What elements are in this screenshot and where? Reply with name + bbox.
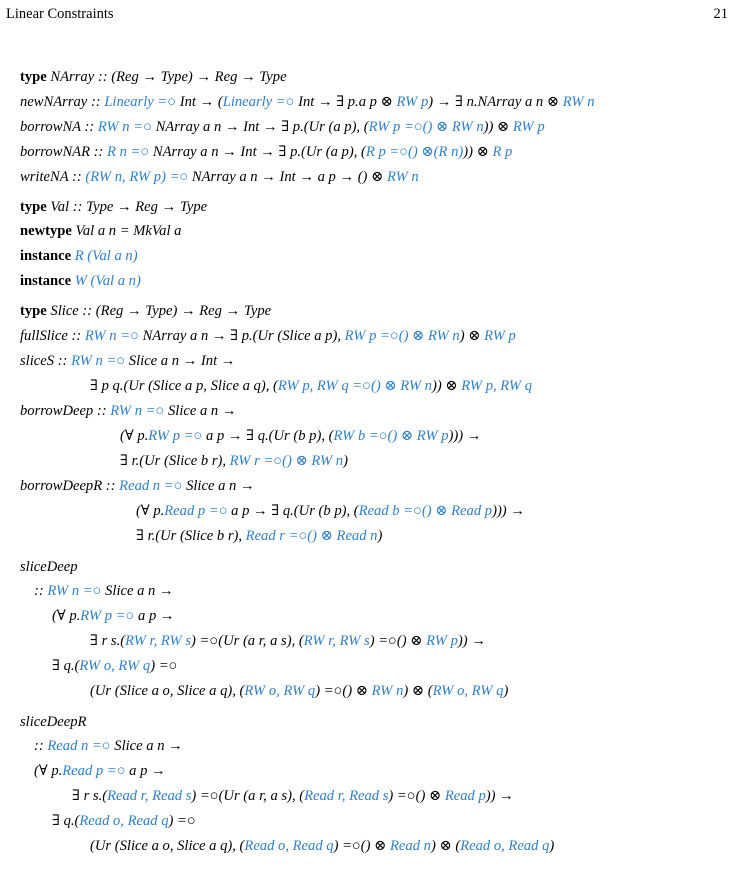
code-line-sig-borrowdeepr-arg <box>136 502 525 520</box>
constraint-text: RW r, RW s <box>125 633 192 649</box>
code-text: a p → <box>134 608 175 624</box>
constraint-text: RW b =○() ⊗ RW p <box>333 428 449 444</box>
code-text: Val :: Type → Reg → Type <box>46 199 208 215</box>
keyword: type <box>20 199 47 215</box>
constraint-text: Read p =○ <box>164 503 228 519</box>
code-text: Slice a n → <box>164 403 237 419</box>
constraint-text: RW p <box>484 328 516 344</box>
code-line-sig-slicedeep-arg <box>52 607 174 625</box>
constraint-text: RW n =○ <box>71 353 126 369</box>
constraint-text: RW p =○ <box>148 428 203 444</box>
constraint-text: Read r, Read s <box>304 788 389 804</box>
code-line-instance-r-val <box>20 247 138 265</box>
code-text: (∀ p. <box>120 428 149 444</box>
code-line-sig-borrowdeepr-result <box>136 527 382 545</box>
code-line-sig-slicedeepr-result <box>52 812 196 830</box>
code-line-sig-slicedeepr-arg-body <box>72 787 514 805</box>
code-line-sig-borrownar <box>20 143 512 161</box>
code-line-sig-slicedeepr-head <box>34 737 183 755</box>
code-text: ) <box>503 683 509 699</box>
running-header-title: Linear Constraints <box>6 6 114 22</box>
constraint-text: Read n =○ <box>47 738 111 754</box>
keyword: instance <box>20 248 72 264</box>
code-text: ) =○() ⊗ <box>315 683 372 699</box>
page-number: 21 <box>713 6 728 22</box>
code-text: )) ⊗ <box>463 144 493 160</box>
constraint-text: Read o, Read q <box>460 838 550 854</box>
code-text: sliceDeepR <box>20 714 87 730</box>
code-text: ) ⊗ ( <box>403 683 433 699</box>
constraint-text: RW p <box>512 119 545 135</box>
code-text: newNArray :: <box>20 94 105 110</box>
code-text: a p → ∃ q.(Ur (b p), ( <box>202 428 334 444</box>
code-text: NArray a n → Int → ∃ p.(Ur (a p), ( <box>149 144 366 160</box>
code-line-name-slicedeepr <box>20 713 86 731</box>
constraint-text: R (Val a n) <box>74 248 138 264</box>
constraint-text: (RW n, RW p) =○ <box>85 169 189 185</box>
constraint-text: R p =○() ⊗(R n) <box>365 144 464 160</box>
code-text: ∃ p q.(Ur (Slice a p, Slice a q), ( <box>90 378 278 394</box>
constraint-text: Read p =○ <box>62 763 126 779</box>
code-text: )) → <box>485 788 514 804</box>
code-line-sig-borrowdeep-arg <box>120 427 481 445</box>
code-text: ) =○ <box>150 658 178 674</box>
code-text: NArray a n → ∃ p.(Ur (Slice a p), <box>138 328 345 344</box>
code-text: ∃ q.( <box>52 813 80 829</box>
constraint-text: Read o, Read q <box>244 838 334 854</box>
constraint-text: RW o, RW q <box>432 683 504 699</box>
constraint-text: RW n =○ <box>97 119 152 135</box>
code-text: )) ⊗ <box>483 119 513 135</box>
code-line-sig-fullslice <box>20 327 516 345</box>
constraint-text: RW p <box>426 633 458 649</box>
constraint-text: RW r, RW s <box>303 633 370 649</box>
constraint-text: RW n =○ <box>84 328 139 344</box>
code-text: sliceS :: <box>20 353 72 369</box>
keyword: instance <box>20 273 72 289</box>
code-text: ) <box>549 838 555 854</box>
code-text: (Ur (Slice a o, Slice a q), ( <box>90 838 245 854</box>
constraint-text: RW o, RW q <box>244 683 316 699</box>
constraint-text: R p <box>492 144 513 160</box>
code-text: ∃ r.(Ur (Slice b r), <box>120 453 230 469</box>
code-text: borrowDeepR :: <box>20 478 120 494</box>
constraint-text: RW n <box>386 169 419 185</box>
code-line-sig-slicedeep-head <box>34 582 174 600</box>
code-line-sig-borrowna <box>20 118 545 136</box>
code-line-sig-borrowdeep <box>20 402 236 420</box>
code-text: Int → ∃ p.a p ⊗ <box>294 94 397 110</box>
code-text: ) =○(Ur (a r, a s), ( <box>191 788 305 804</box>
constraint-text: RW p =○() ⊗ RW n <box>368 119 484 135</box>
code-text: Slice :: (Reg → Type) → Reg → Type <box>46 303 272 319</box>
code-text: NArray a n → Int → ∃ p.(Ur (a p), ( <box>151 119 369 135</box>
code-line-type-val <box>20 198 207 216</box>
code-text: ∃ r s.( <box>72 788 108 804</box>
code-text: ) =○() ⊗ <box>388 788 445 804</box>
code-line-sig-slicedeep-arg-body <box>90 632 486 650</box>
constraint-text: Read r, Read s <box>107 788 192 804</box>
code-text: (Ur (Slice a o, Slice a q), ( <box>90 683 245 699</box>
constraint-text: RW o, RW q <box>79 658 151 674</box>
code-text: ∃ r.(Ur (Slice b r), <box>136 528 246 544</box>
code-text: ) =○() ⊗ <box>369 633 427 649</box>
code-text: ) ⊗ ( <box>430 838 461 854</box>
constraint-text: RW n =○ <box>47 583 102 599</box>
code-text: ∃ r s.( <box>90 633 126 649</box>
code-line-sig-slicedeepr-arg <box>34 762 166 780</box>
code-text: Slice a n → <box>182 478 255 494</box>
code-text: a p → <box>125 763 166 779</box>
constraint-text: Read o, Read q <box>79 813 169 829</box>
code-text: ) <box>377 528 383 544</box>
code-line-sig-slicedeep-result <box>52 657 177 675</box>
code-line-sig-slices-result <box>90 377 532 395</box>
code-text: sliceDeep <box>20 559 78 575</box>
code-text: ))) → <box>492 503 525 519</box>
code-line-type-narray <box>20 68 287 86</box>
constraint-text: RW r =○() ⊗ RW n <box>229 453 344 469</box>
constraint-text: Read b =○() ⊗ Read p <box>358 503 493 519</box>
code-text: NArray :: (Reg → Type) → Reg → Type <box>46 69 287 85</box>
code-text: ) =○ <box>168 813 196 829</box>
constraint-text: Read r =○() ⊗ Read n <box>245 528 378 544</box>
keyword: type <box>20 303 47 319</box>
code-text: )) ⊗ <box>431 378 462 394</box>
code-text: Int → ( <box>176 94 223 110</box>
constraint-text: Read p <box>444 788 486 804</box>
code-line-instance-w-val <box>20 272 141 290</box>
code-text: :: <box>34 738 48 754</box>
constraint-text: RW p =○() ⊗ RW n <box>344 328 460 344</box>
constraint-text: RW n <box>562 94 595 110</box>
code-text: ) → ∃ n.NArray a n ⊗ <box>428 94 563 110</box>
code-text: NArray a n → Int → a p → () ⊗ <box>188 169 387 185</box>
code-text: (∀ p. <box>52 608 81 624</box>
code-line-sig-slices <box>20 352 235 370</box>
constraint-text: Read n <box>390 838 431 854</box>
constraint-text: RW p =○ <box>80 608 135 624</box>
keyword: newtype <box>20 223 72 239</box>
code-text: writeNA :: <box>20 169 86 185</box>
code-text: borrowNA :: <box>20 119 98 135</box>
code-text: (∀ p. <box>34 763 63 779</box>
code-text: )) → <box>457 633 486 649</box>
code-text: (∀ p. <box>136 503 165 519</box>
code-text: Val a n = MkVal a <box>71 223 182 239</box>
code-line-newtype-val <box>20 222 181 240</box>
code-text: ) <box>343 453 348 469</box>
constraint-text: Read n =○ <box>119 478 183 494</box>
code-line-sig-borrowdeep-result <box>120 452 348 470</box>
constraint-text: RW p, RW q <box>461 378 533 394</box>
code-line-sig-slicedeep-result-body <box>90 682 508 700</box>
code-line-sig-newnarray <box>20 93 595 111</box>
constraint-text: RW n <box>371 683 404 699</box>
constraint-text: RW n =○ <box>110 403 165 419</box>
code-text: ) =○() ⊗ <box>333 838 390 854</box>
code-text: Slice a n → <box>101 583 174 599</box>
code-text: ) =○(Ur (a r, a s), ( <box>191 633 304 649</box>
constraint-text: R n =○ <box>107 144 150 160</box>
constraint-text: RW p, RW q =○() ⊗ RW n <box>277 378 432 394</box>
code-text: borrowDeep :: <box>20 403 111 419</box>
keyword: type <box>20 69 47 85</box>
code-text: borrowNAR :: <box>20 144 108 160</box>
code-line-sig-borrowdeepr <box>20 477 255 495</box>
code-line-sig-writena <box>20 168 419 186</box>
code-line-type-slice <box>20 302 271 320</box>
code-text: Slice a n → Int → <box>125 353 236 369</box>
constraint-text: Linearly =○ <box>222 94 295 110</box>
code-text: Slice a n → <box>110 738 183 754</box>
constraint-text: RW p <box>396 94 429 110</box>
constraint-text: Linearly =○ <box>104 94 177 110</box>
code-text: ∃ q.( <box>52 658 80 674</box>
code-text: a p → ∃ q.(Ur (b p), ( <box>227 503 359 519</box>
code-line-sig-slicedeepr-result-body <box>90 837 554 855</box>
code-text: ))) → <box>448 428 482 444</box>
code-text: ) ⊗ <box>459 328 485 344</box>
code-line-name-slicedeep <box>20 558 78 576</box>
code-text: :: <box>34 583 48 599</box>
constraint-text: W (Val a n) <box>74 273 141 289</box>
code-text: fullSlice :: <box>20 328 85 344</box>
